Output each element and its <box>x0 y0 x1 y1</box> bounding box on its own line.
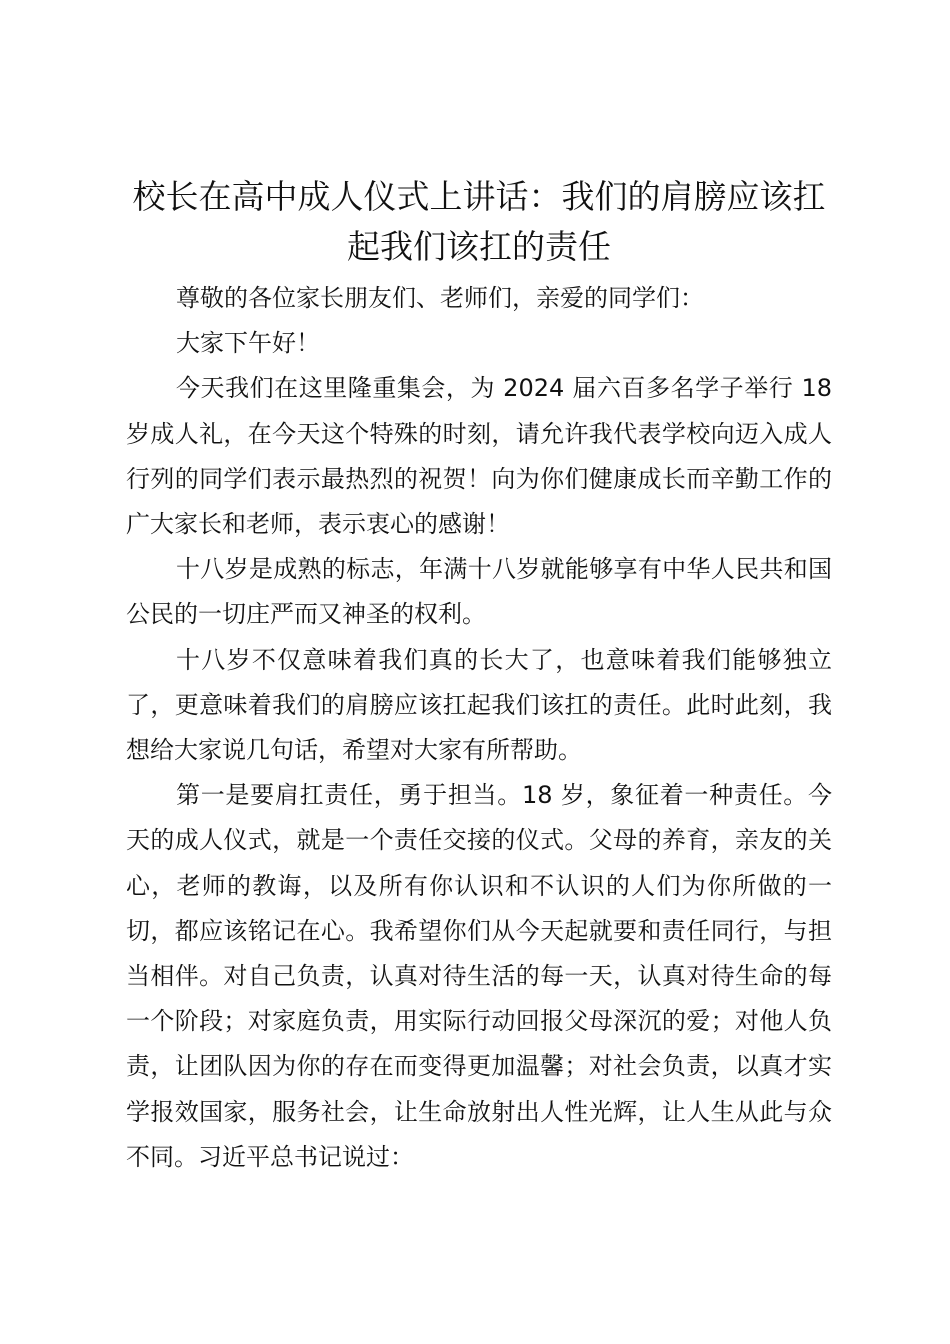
greeting: 大家下午好！ <box>176 329 320 358</box>
paragraph-eighteen-maturity: 十八岁是成熟的标志，年满十八岁就能够享有中华人民共和国公民的一切庄严而又神圣的权利。 <box>126 555 832 629</box>
paragraph-responsibility: 第一是要肩扛责任，勇于担当。18 岁，象征着一种责任。今天的成人仪式，就是一个责任交接的仪式。父母的养育，亲友的关心，老师的教诲，以及所有你认识和不认识的人们为你所做的一切，都应该铭记在心。我希望你们从今天起就要和责任同行，与担当相伴。对自己负责，认真对待生活的每一天，认真对待生命的每一个阶段；对家庭负责，用实际行动回报父母深沉的爱；对他人负责，让团队因为你的存在而变得更加温馨；对社会负责，以真才实学报效国家，服务社会，让生命放射出人性光辉，让人生从此与众不同。习近平总书记说过： <box>126 781 832 1171</box>
salutation: 尊敬的各位家长朋友们、老师们，亲爱的同学们： <box>176 284 704 312</box>
paragraph-opening: 今天我们在这里隆重集会，为 2024 届六百多名学子举行 18 岁成人礼，在今天这个特殊的时刻，请允许我代表学校向迈入成人行列的同学们表示最热烈的祝贺！向为你们健康成长而辛勤工作的广大家长和老师，表示衷心的感谢！ <box>126 374 832 539</box>
document-title: 校长在高中成人仪式上讲话：我们的肩膀应该扛起我们该扛的责任 <box>132 177 826 266</box>
paragraph-eighteen-independence: 十八岁不仅意味着我们真的长大了，也意味着我们能够独立了，更意味着我们的肩膀应该扛起我们该扛的责任。此时此刻，我想给大家说几句话，希望对大家有所帮助。 <box>126 645 832 765</box>
document-body <box>126 172 832 1180</box>
